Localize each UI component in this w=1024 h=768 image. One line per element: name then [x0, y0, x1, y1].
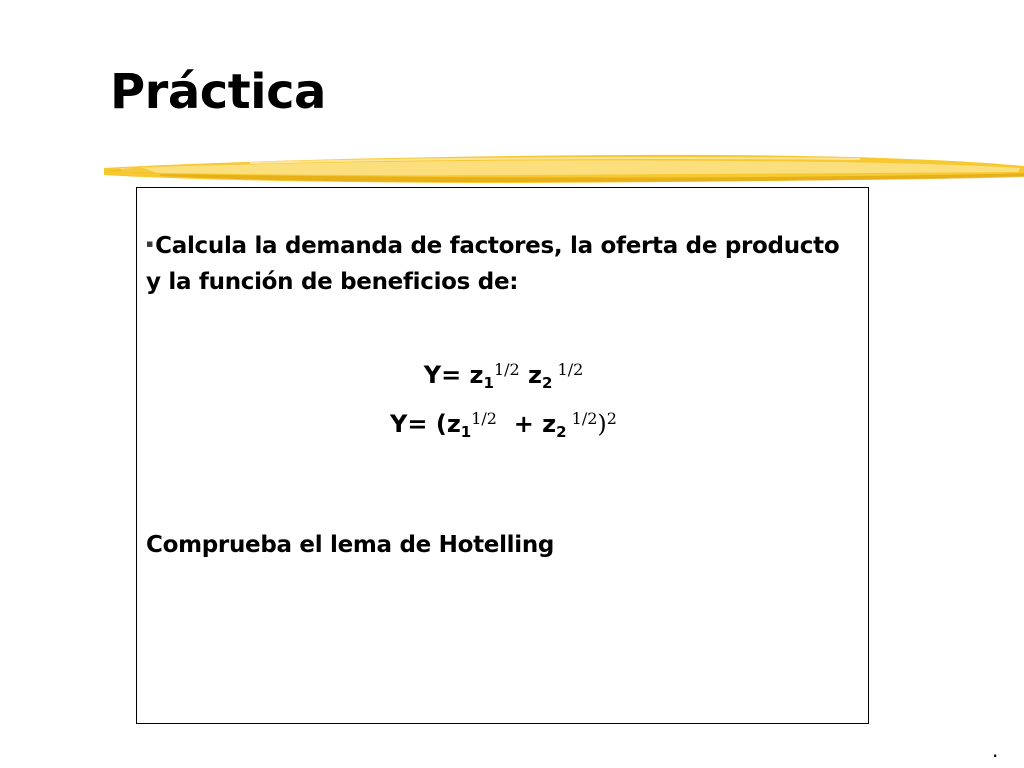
corner-mark: .	[992, 738, 999, 762]
formula2-close: )	[597, 410, 607, 438]
slide-title: Práctica	[110, 64, 326, 120]
formula2-sub2: 2	[556, 423, 567, 441]
formula1-prefix: Y= z	[423, 361, 484, 389]
formula-ces	[137, 401, 870, 450]
formula1-sub1: 1	[483, 374, 494, 392]
formula1-sub2: 2	[542, 374, 553, 392]
bullet-text: Calcula la demanda de factores, la oferta de producto y la función de beneficios de:	[146, 233, 840, 295]
formula1-exp2: 1/2	[552, 360, 584, 379]
square-bullet-icon: ▪	[146, 237, 154, 250]
formula2-exp1: 1/2	[471, 409, 497, 428]
hotelling-instruction: Comprueba el lema de Hotelling	[146, 532, 555, 558]
formula2-outer-exp: 2	[606, 409, 617, 428]
formula2-prefix: Y= (z	[390, 410, 461, 438]
formula2-exp2: 1/2	[566, 409, 598, 428]
content-box	[136, 187, 869, 724]
formula1-mid: z	[519, 361, 543, 389]
formula2-sub1: 1	[460, 423, 472, 441]
brush-stroke-underline	[100, 146, 1024, 190]
formula1-exp1: 1/2	[493, 360, 520, 379]
formula-cobb-douglas	[137, 352, 870, 401]
formula2-mid: + z	[496, 410, 557, 438]
bullet-paragraph	[146, 226, 846, 300]
